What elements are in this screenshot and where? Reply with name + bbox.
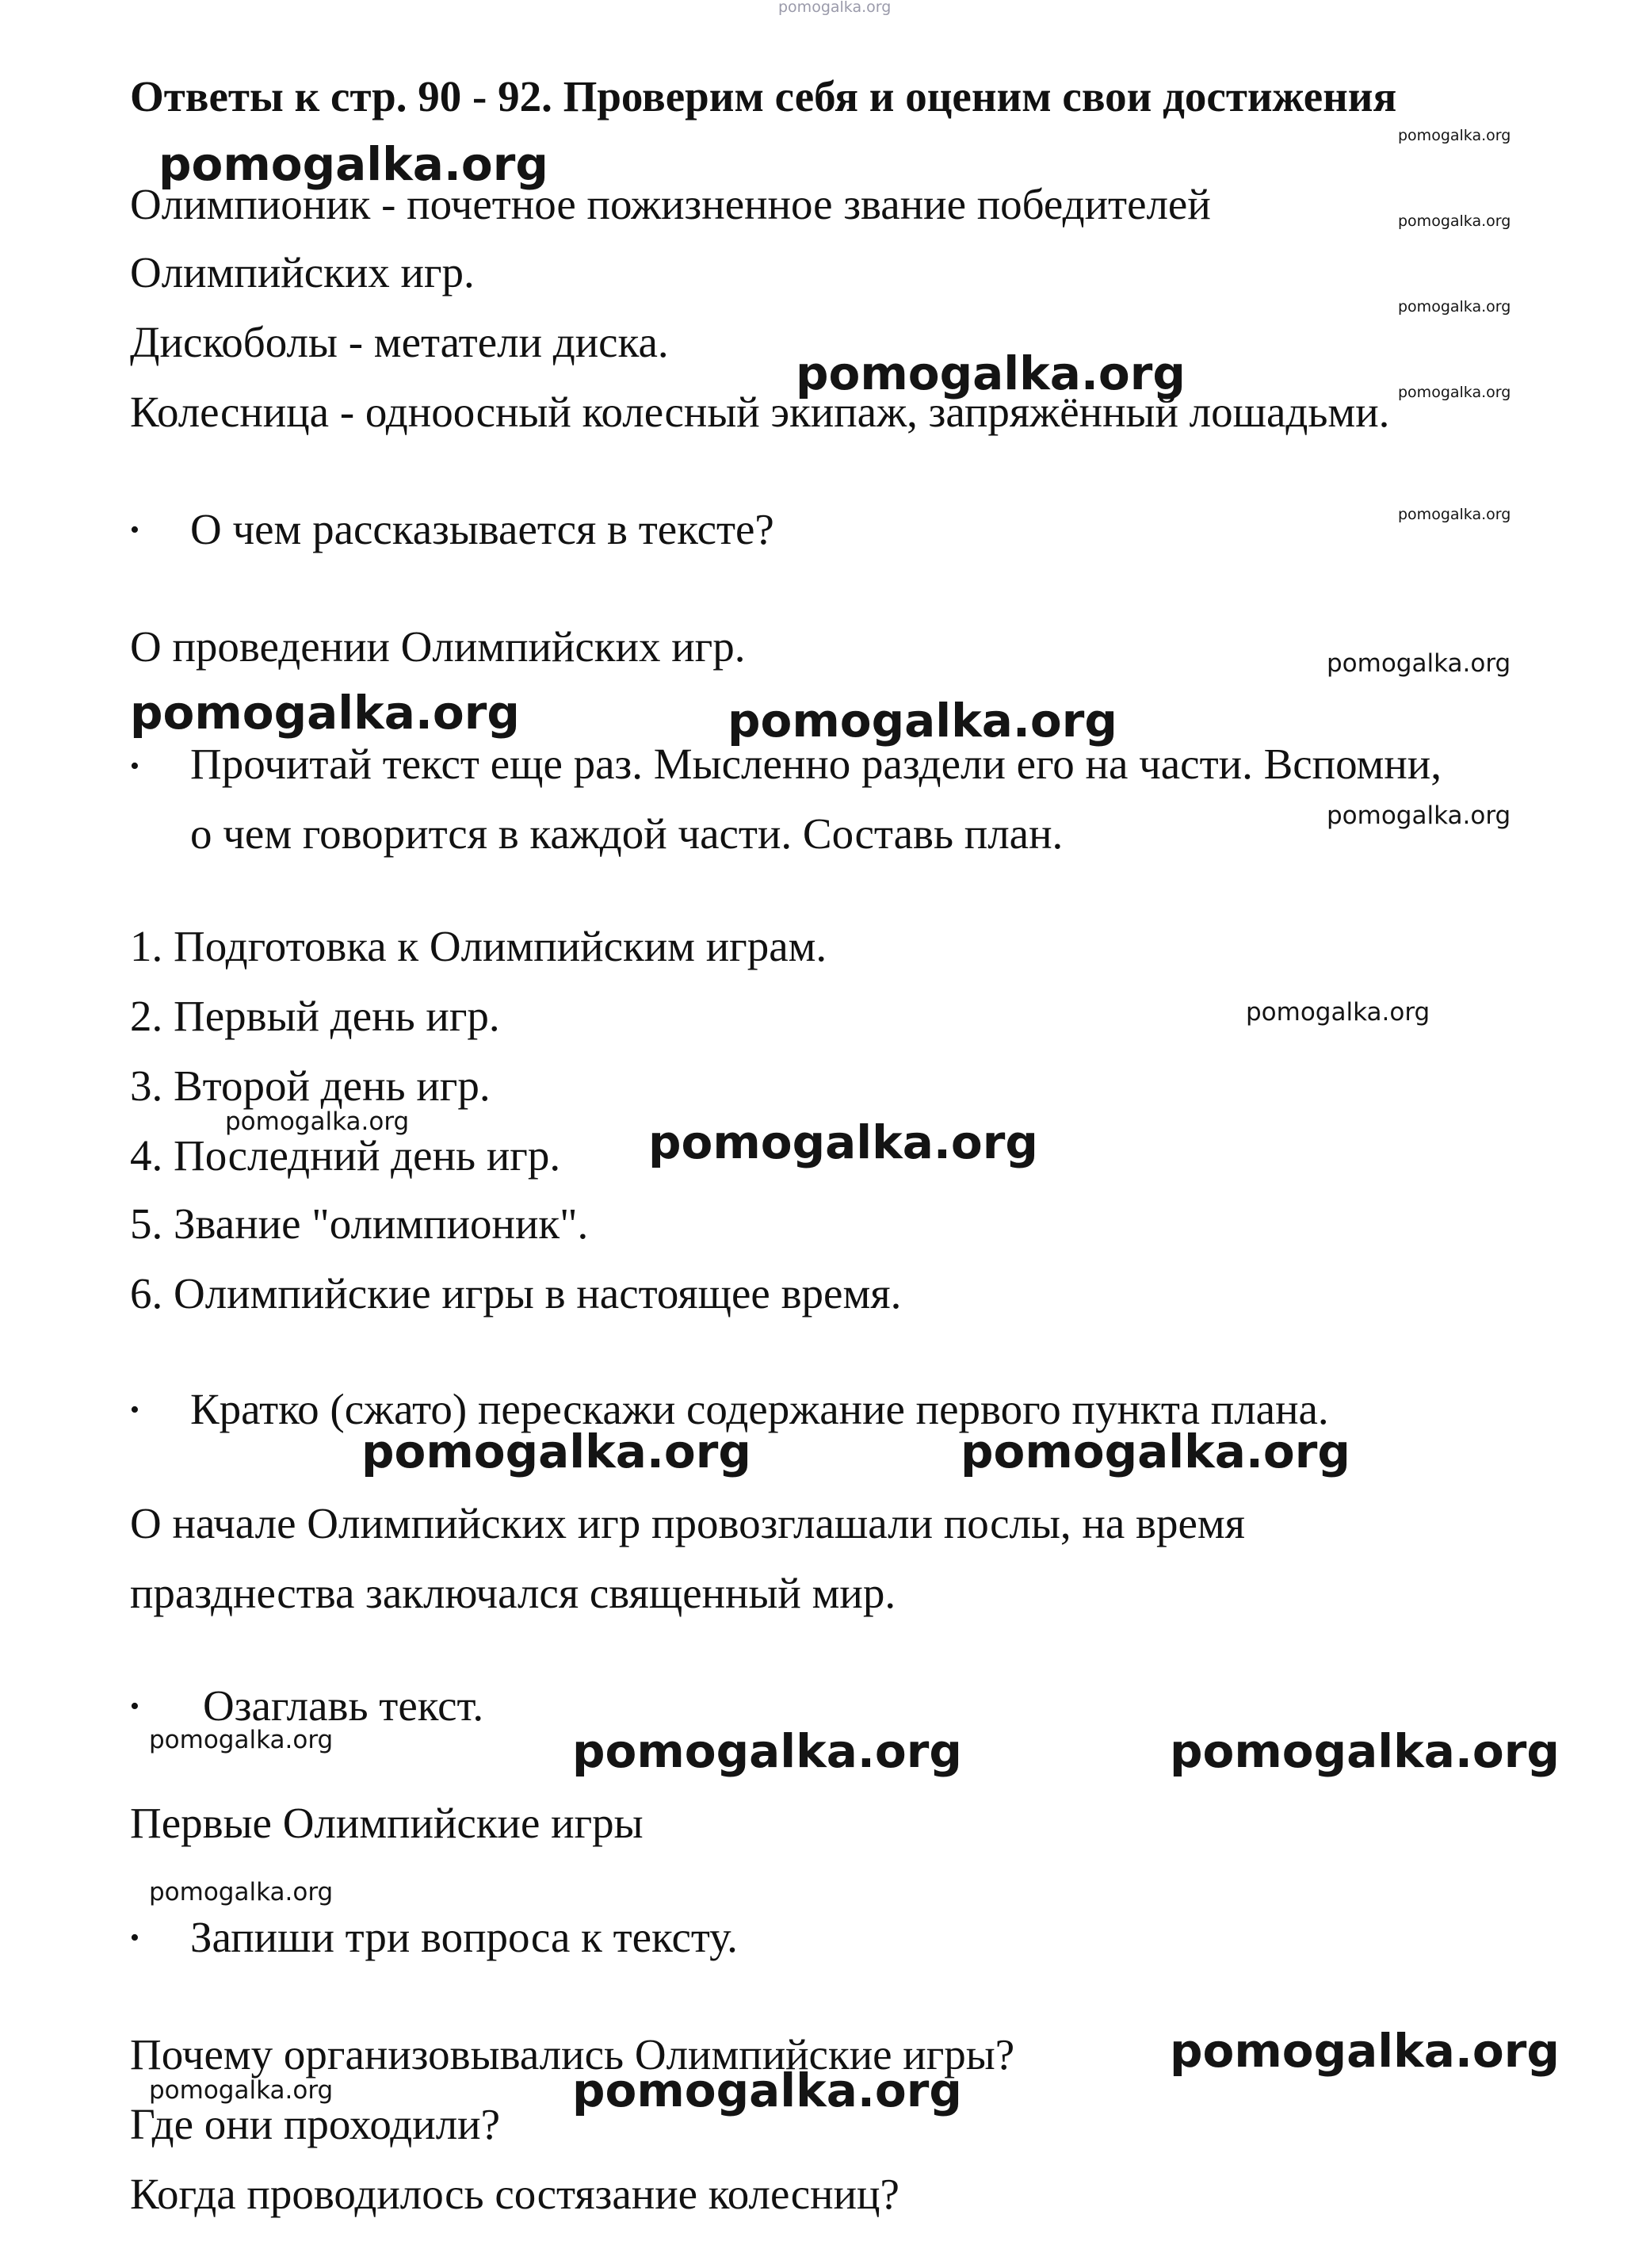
plan-item-6: 6. Олимпийские игры в настоящее время. xyxy=(130,1269,902,1318)
bullet-icon: • xyxy=(130,1692,139,1721)
intro-line-1: Олимпионик - почетное пожизненное звание победителей xyxy=(130,180,1211,228)
question-4: Озаглавь текст. xyxy=(203,1681,484,1730)
watermark: pomogalka.org xyxy=(961,1425,1350,1478)
plan-item-5: 5. Звание "олимпионик". xyxy=(130,1199,589,1248)
watermark: pomogalka.org xyxy=(149,2076,334,2105)
watermark: pomogalka.org xyxy=(1246,998,1430,1027)
watermark: pomogalka.org xyxy=(159,137,548,191)
watermark: pomogalka.org xyxy=(130,686,520,740)
answer-5-line-1: Почему организовывались Олимпийские игры? xyxy=(130,2030,1015,2079)
answer-5-line-2: Где они проходили? xyxy=(130,2100,501,2148)
watermark: pomogalka.org xyxy=(1398,298,1511,316)
page-title: Ответы к стр. 90 - 92. Проверим себя и оценим свои достижения xyxy=(130,72,1397,120)
watermark: pomogalka.org xyxy=(1170,2024,1560,2078)
bullet-icon: • xyxy=(130,1395,139,1425)
watermark: pomogalka.org xyxy=(728,694,1117,748)
bullet-icon: • xyxy=(130,515,139,545)
answer-3-line-1: О начале Олимпийских игр провозглашали послы, на время xyxy=(130,1499,1245,1547)
plan-item-3: 3. Второй день игр. xyxy=(130,1061,491,1110)
answer-5-line-3: Когда проводилось состязание колесниц? xyxy=(130,2170,899,2218)
watermark: pomogalka.org xyxy=(1398,212,1511,230)
bullet-icon: • xyxy=(130,1923,139,1952)
intro-line-2: Олимпийских игр. xyxy=(130,248,475,296)
question-2-line-1: Прочитай текст еще раз. Мысленно раздели его на части. Вспомни, xyxy=(190,740,1442,788)
question-2-line-2: о чем говорится в каждой части. Составь план. xyxy=(190,809,1064,858)
watermark: pomogalka.org xyxy=(361,1425,751,1478)
watermark: pomogalka.org xyxy=(1327,801,1511,830)
watermark: pomogalka.org xyxy=(1398,506,1511,523)
watermark: pomogalka.org xyxy=(1398,127,1511,144)
question-1: О чем рассказывается в тексте? xyxy=(190,505,774,553)
plan-item-1: 1. Подготовка к Олимпийским играм. xyxy=(130,922,827,970)
watermark: pomogalka.org xyxy=(149,1726,334,1754)
watermark: pomogalka.org xyxy=(225,1107,410,1136)
plan-item-2: 2. Первый день игр. xyxy=(130,992,500,1040)
watermark: pomogalka.org xyxy=(572,2063,962,2117)
answer-1: О проведении Олимпийских игр. xyxy=(130,622,746,671)
question-3: Кратко (сжато) перескажи содержание первого пункта плана. xyxy=(190,1385,1329,1433)
watermark: pomogalka.org xyxy=(1398,384,1511,401)
plan-item-4: 4. Последний день игр. xyxy=(130,1131,561,1180)
bullet-icon: • xyxy=(130,752,139,781)
intro-line-3: Дискоболы - метатели диска. xyxy=(130,318,669,366)
watermark: pomogalka.org xyxy=(149,1878,334,1907)
watermark: pomogalka.org xyxy=(796,346,1186,400)
answer-4: Первые Олимпийские игры xyxy=(130,1799,644,1847)
watermark: pomogalka.org xyxy=(572,1724,962,1778)
watermark: pomogalka.org xyxy=(1170,1724,1560,1778)
watermark: pomogalka.org xyxy=(1327,649,1511,678)
header-watermark: pomogalka.org xyxy=(778,0,892,16)
answer-3-line-2: празднества заключался священный мир. xyxy=(130,1569,896,1617)
watermark: pomogalka.org xyxy=(648,1115,1038,1169)
question-5: Запиши три вопроса к тексту. xyxy=(190,1913,738,1961)
intro-line-4: Колесница - одноосный колесный экипаж, запряжённый лошадьми. xyxy=(130,388,1390,436)
